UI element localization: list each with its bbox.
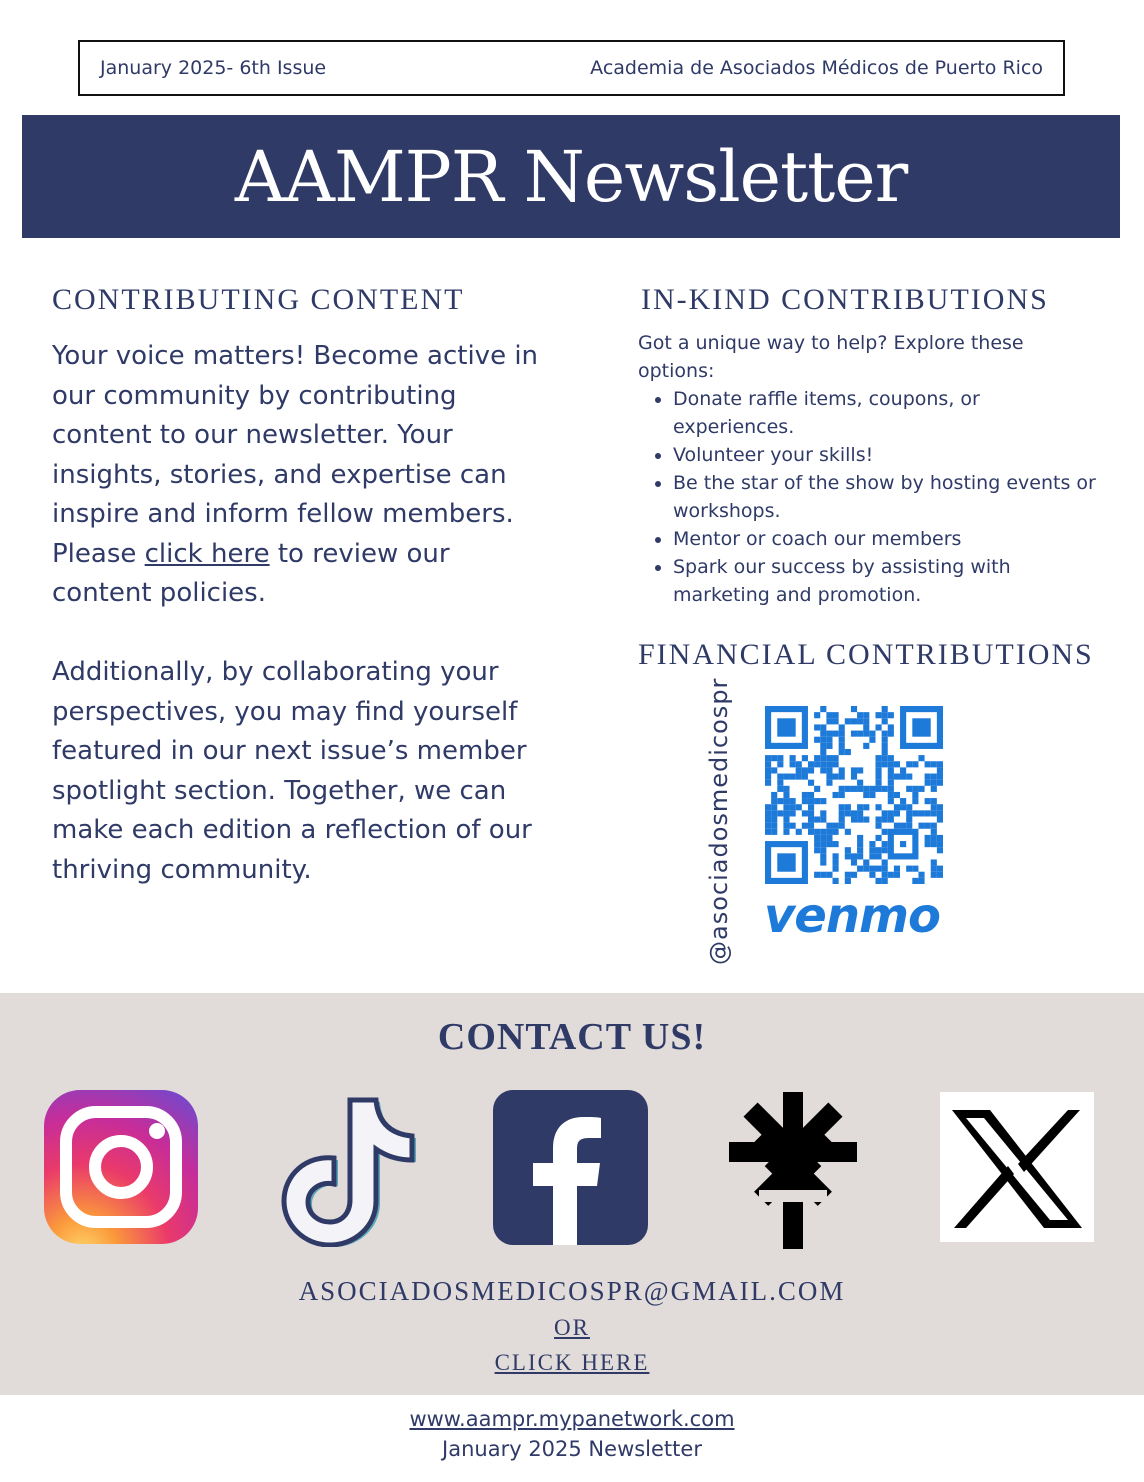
organization-name: Academia de Asociados Médicos de Puerto Rico <box>590 57 1043 79</box>
issue-label: January 2025- 6th Issue <box>100 57 327 79</box>
qr-code-icon[interactable] <box>765 706 943 884</box>
linktree-icon[interactable] <box>729 1092 857 1249</box>
list-item: • Spark our success by assisting with marketing and promotion. <box>673 553 1098 609</box>
contact-click-here-link[interactable]: CLICK HERE <box>494 1350 650 1375</box>
footer-edition: January 2025 Newsletter <box>442 1437 702 1461</box>
content-policies-link[interactable]: click here <box>144 538 270 569</box>
contact-title: CONTACT US! <box>437 1016 707 1058</box>
facebook-icon[interactable] <box>493 1090 648 1245</box>
inkind-list <box>638 385 1098 609</box>
inkind-intro: Got a unique way to help? Explore these options: <box>638 332 1024 382</box>
inkind-body <box>638 329 1098 609</box>
inkind-title: IN-KIND CONTRIBUTIONS <box>641 283 1049 316</box>
list-item: • Be the star of the show by hosting events or workshops. <box>673 469 1098 525</box>
contributing-text: Your voice matters! Become active in our community by contributing content to our newsletter. Your insights, stories, and expertise can inspire and inform fellow members. Please <box>52 341 539 569</box>
instagram-icon[interactable] <box>44 1090 198 1244</box>
website-link[interactable]: www.aampr.mypanetwork.com <box>409 1407 735 1431</box>
contact-or: OR <box>554 1315 590 1340</box>
x-icon[interactable] <box>940 1092 1094 1242</box>
venmo-handle: @asociadosmedicospr <box>705 677 733 965</box>
contributing-body <box>52 337 552 890</box>
contact-email[interactable]: ASOCIADOSMEDICOSPR@GMAIL.COM <box>298 1276 846 1306</box>
tiktok-icon[interactable] <box>276 1092 416 1247</box>
list-item: • Donate raffle items, coupons, or experiences. <box>673 385 1098 441</box>
financial-title: FINANCIAL CONTRIBUTIONS <box>638 638 1094 671</box>
contributing-title: CONTRIBUTING CONTENT <box>52 283 465 316</box>
list-item: • Volunteer your skills! <box>673 441 1098 469</box>
list-item: • Mentor or coach our members <box>673 525 1098 553</box>
contributing-text-end: to review our content policies. <box>52 538 450 608</box>
venmo-logo: venmo <box>764 888 941 944</box>
newsletter-title: AAMPR Newsletter <box>234 135 908 218</box>
issue-header <box>78 40 1065 96</box>
contributing-paragraph-2: Additionally, by collaborating your perspectives, you may find yourself featured in our next issue’s member spotlight section. Together, we can make each edition a reflection of our thriving community. <box>52 657 532 885</box>
title-banner <box>22 115 1120 238</box>
contributing-paragraph-1 <box>52 337 552 614</box>
